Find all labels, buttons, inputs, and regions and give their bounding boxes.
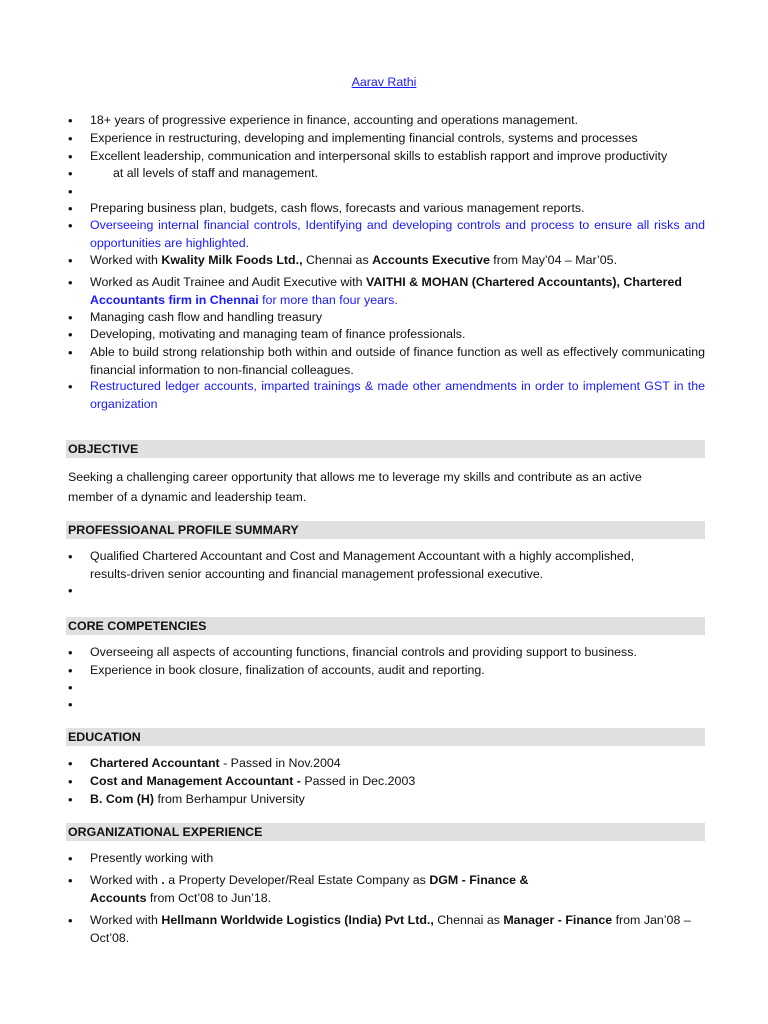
section-heading-education: EDUCATION: [66, 728, 705, 746]
list-item-text: Managing cash flow and handling treasury: [90, 310, 323, 324]
bullet-icon: •: [68, 253, 73, 268]
bullet-icon: •: [68, 663, 73, 678]
list-item-text: Able to build strong relationship both within and outside of finance function as well as effectively communicating financial information to non-financial colleagues.: [90, 345, 705, 377]
list-item: [68, 791, 705, 809]
bullet-icon: •: [68, 792, 73, 807]
list-item: [68, 130, 705, 148]
list-item: [68, 872, 705, 907]
bullet-icon: •: [68, 166, 73, 181]
list-item-text: Chartered Accountant - Passed in Nov.2004: [90, 756, 341, 770]
bullet-icon: •: [68, 913, 73, 928]
bullet-icon: •: [68, 873, 73, 888]
bullet-icon: •: [68, 680, 73, 695]
section-heading-profile-summary: PROFESSIOANAL PROFILE SUMMARY: [66, 521, 705, 539]
bullet-icon: •: [68, 131, 73, 146]
bullet-icon: •: [68, 275, 73, 290]
bullet-icon: •: [68, 201, 73, 216]
list-item: [68, 548, 705, 583]
candidate-name-link[interactable]: Aarav Rathi: [351, 75, 417, 89]
objective-text: Seeking a challenging career opportunity that allows me to leverage my skills and contribute as an active member of a dynamic and leadership team.: [68, 470, 642, 504]
bullet-icon: •: [68, 345, 73, 360]
bullet-icon: •: [68, 218, 73, 233]
list-item-text: Worked as Audit Trainee and Audit Executive with VAITHI & MOHAN (Chartered Accountants), Chartered Accountants firm in Chennai for more than four years.: [90, 275, 682, 307]
list-item: [68, 274, 705, 309]
list-item-text: Excellent leadership, communication and interpersonal skills to establish rapport and improve productivity: [90, 149, 668, 163]
list-item-text: B. Com (H) from Berhampur University: [90, 792, 305, 806]
list-item-text: Restructured ledger accounts, imparted trainings & made other amendments in order to implement GST in the organization: [90, 379, 705, 411]
bullet-icon: •: [68, 697, 73, 712]
list-item-text: Experience in restructuring, developing and implementing financial controls, systems and processes: [90, 131, 638, 145]
list-item: [68, 309, 705, 327]
bullet-icon: •: [68, 327, 73, 342]
section-heading-objective: OBJECTIVE: [66, 440, 705, 458]
list-item-text: Worked with . a Property Developer/Real Estate Company as DGM - Finance & Accounts from Oct’08 to Jun’18.: [90, 873, 529, 905]
bullet-icon: •: [68, 756, 73, 771]
list-item: [68, 326, 705, 344]
list-item-text: Overseeing internal financial controls, Identifying and developing controls and process to ensure all risks and opportunities are highlighted.: [90, 218, 705, 250]
list-item: [68, 200, 705, 218]
list-item-text: Overseeing all aspects of accounting functions, financial controls and providing support to business.: [90, 645, 637, 659]
bullet-icon: •: [68, 549, 73, 564]
list-item-text: Presently working with: [90, 851, 214, 865]
bullet-icon: •: [68, 774, 73, 789]
list-item: [68, 755, 705, 773]
bullet-icon: •: [68, 379, 73, 394]
list-item-text: Experience in book closure, finalization of accounts, audit and reporting.: [90, 663, 485, 677]
list-item-text: Worked with Kwality Milk Foods Ltd., Chennai as Accounts Executive from May’04 – Mar’05.: [90, 253, 618, 267]
list-item-text: 18+ years of progressive experience in finance, accounting and operations management.: [90, 113, 579, 127]
section-heading-core-competencies: CORE COMPETENCIES: [66, 617, 705, 635]
list-item-text: Qualified Chartered Accountant and Cost and Management Accountant with a highly accomplished, results-driven senior accounting and financial management professional executive.: [90, 549, 635, 581]
bullet-icon: •: [68, 113, 73, 128]
list-item: [68, 850, 705, 868]
list-item: [68, 112, 705, 130]
list-item: [68, 217, 705, 252]
bullet-icon: •: [68, 583, 73, 598]
bullet-icon: •: [68, 184, 73, 199]
bullet-icon: •: [68, 149, 73, 164]
list-item: [68, 252, 705, 270]
list-item: [68, 662, 705, 680]
list-item: [68, 912, 705, 947]
bullet-icon: •: [68, 851, 73, 866]
list-item: [68, 773, 705, 791]
list-item-text: at all levels of staff and management.: [113, 166, 319, 180]
list-item-text: Worked with Hellmann Worldwide Logistics (India) Pvt Ltd., Chennai as Manager - Finance from Jan’08 – Oct’08.: [90, 913, 691, 945]
bullet-icon: •: [68, 645, 73, 660]
list-item: [68, 344, 705, 379]
list-item: [68, 165, 705, 183]
list-item: [68, 644, 705, 662]
list-item-text: Developing, motivating and managing team of finance professionals.: [90, 327, 466, 341]
list-item-text: Preparing business plan, budgets, cash flows, forecasts and various management reports.: [90, 201, 585, 215]
list-item-text: Cost and Management Accountant - Passed in Dec.2003: [90, 774, 416, 788]
section-heading-organizational-experience: ORGANIZATIONAL EXPERIENCE: [66, 823, 705, 841]
list-item: [68, 378, 705, 413]
bullet-icon: •: [68, 310, 73, 325]
list-item: [68, 148, 705, 166]
